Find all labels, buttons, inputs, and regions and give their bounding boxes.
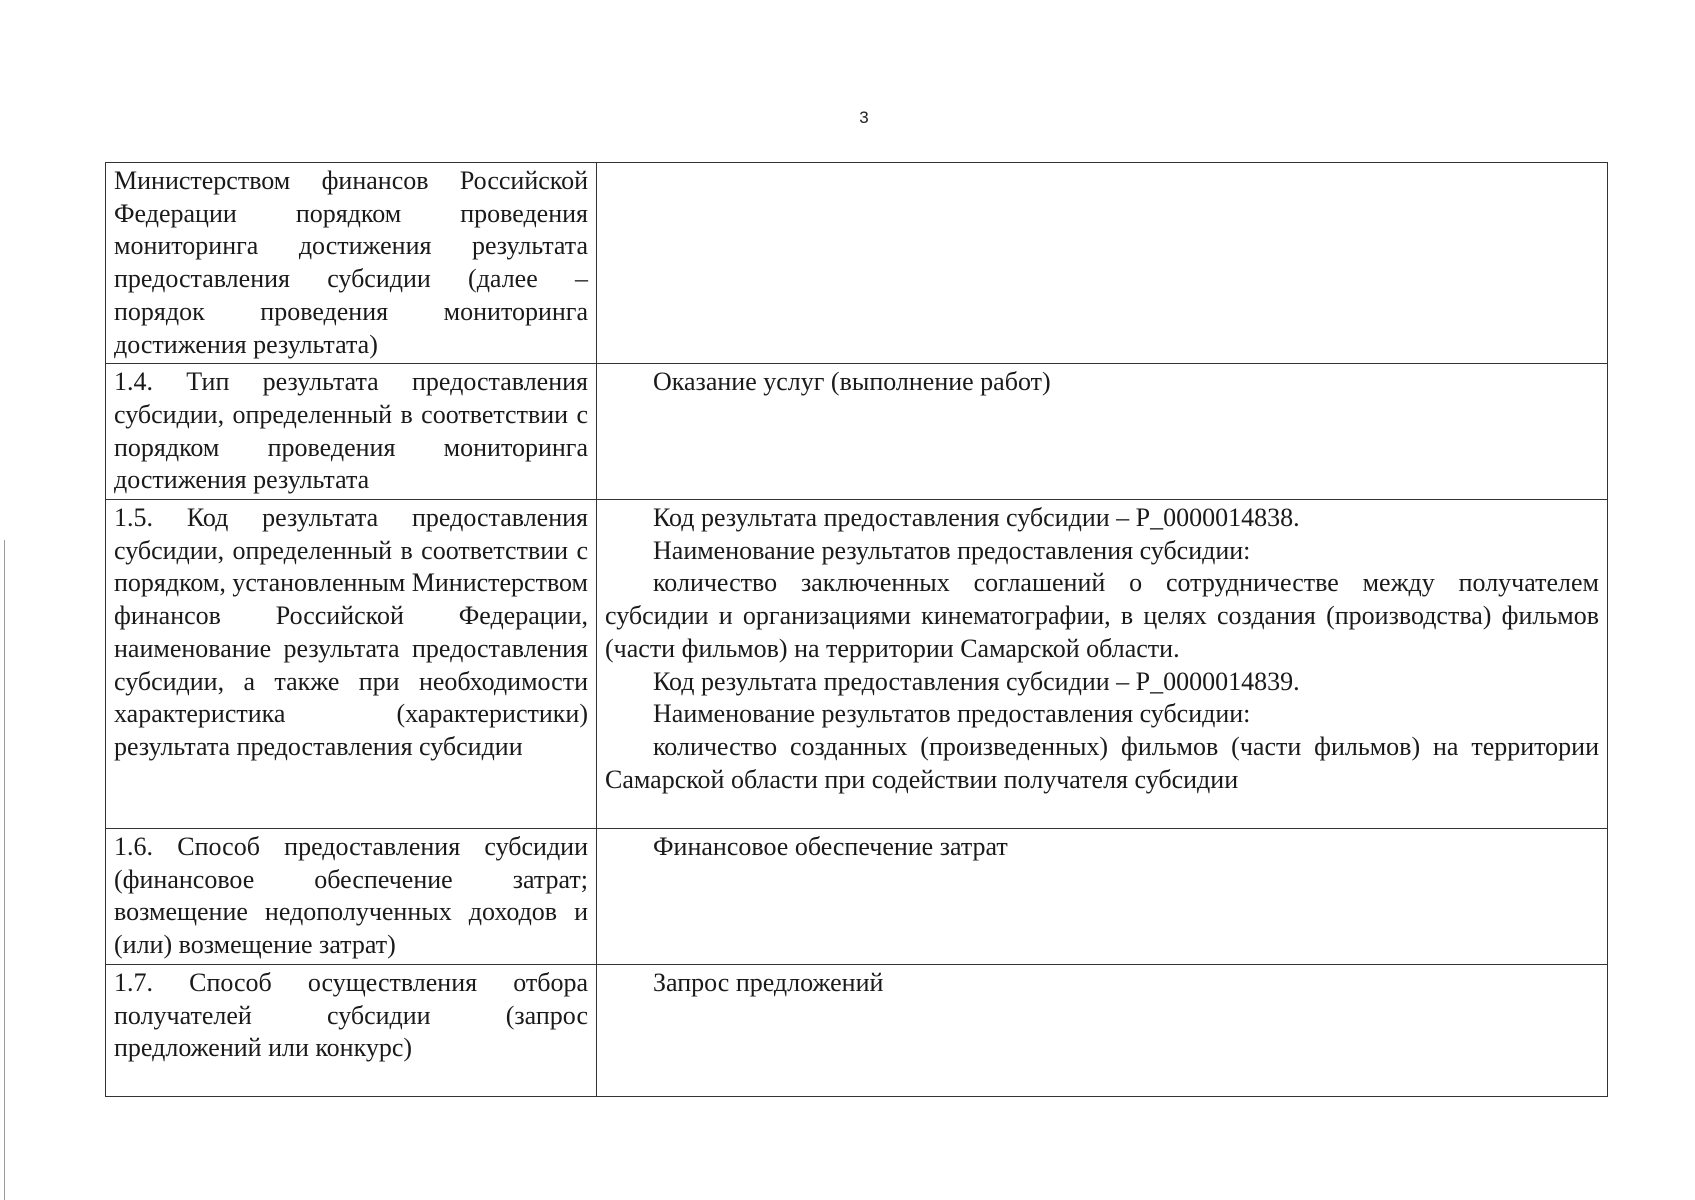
row-label-cell	[106, 964, 597, 1096]
row-value-cell	[597, 964, 1608, 1096]
row-value-paragraph: Финансовое обеспечение затрат	[653, 832, 1008, 862]
scan-edge-line	[4, 540, 5, 1200]
row-label-text: 1.6. Способ предоставления субсидии (финансовое обеспечение затрат; возмещение недополученных доходов и (или) возмещение затрат)	[114, 832, 588, 960]
row-label-text: 1.4. Тип результата предоставления субсидии, определенный в соответствии с порядком проведения мониторинга достижения результата	[114, 367, 588, 495]
row-value-cell	[597, 500, 1608, 829]
table-row	[106, 829, 1608, 965]
result-code-1: Код результата предоставления субсидии – P_0000014838.	[653, 503, 1300, 533]
result-code-2: Код результата предоставления субсидии – P_0000014839.	[653, 666, 1300, 696]
row-value-paragraph: Оказание услуг (выполнение работ)	[653, 367, 1051, 397]
row-value-cell	[597, 829, 1608, 965]
table-row	[106, 964, 1608, 1096]
result-description-1: количество заключенных соглашений о сотрудничестве между получателем субсидии и организациями кинематографии, в целях создания (производства) фильмов (части фильмов) на территории Самарской области.	[605, 568, 1599, 663]
result-name-heading-1: Наименование результатов предоставления субсидии:	[653, 535, 1251, 565]
table-row	[106, 163, 1608, 364]
result-description-2: количество созданных (произведенных) фильмов (части фильмов) на территории Самарской области при содействии получателя субсидии	[605, 731, 1599, 794]
row-label-cell	[106, 364, 597, 500]
result-name-heading-2: Наименование результатов предоставления субсидии:	[653, 699, 1251, 729]
row-label-text: 1.7. Способ осуществления отбора получателей субсидии (запрос предложений или конкурс)	[114, 967, 588, 1063]
row-label-text: Министерством финансов Российской Федерации порядком проведения мониторинга достижения результата предоставления субсидии (далее – порядок проведения мониторинга достижения результата)	[114, 166, 588, 359]
row-label-cell	[106, 500, 597, 829]
row-value-cell	[597, 163, 1608, 364]
row-label-cell	[106, 829, 597, 965]
table-row	[106, 364, 1608, 500]
row-value-cell	[597, 364, 1608, 500]
row-label-text: 1.5. Код результата предоставления субсидии, определенный в соответствии с порядком, установленным Министерством финансов Российской Федерации, наименование результата предоставления субсидии, а также при необходимости характеристика (характеристики) результата предоставления субсидии	[114, 503, 589, 761]
row-label-cell	[106, 163, 597, 364]
subsidy-parameters-table	[105, 162, 1608, 1097]
row-value-paragraph: Запрос предложений	[653, 967, 884, 997]
page-number: 3	[859, 108, 869, 127]
table-row	[106, 500, 1608, 829]
